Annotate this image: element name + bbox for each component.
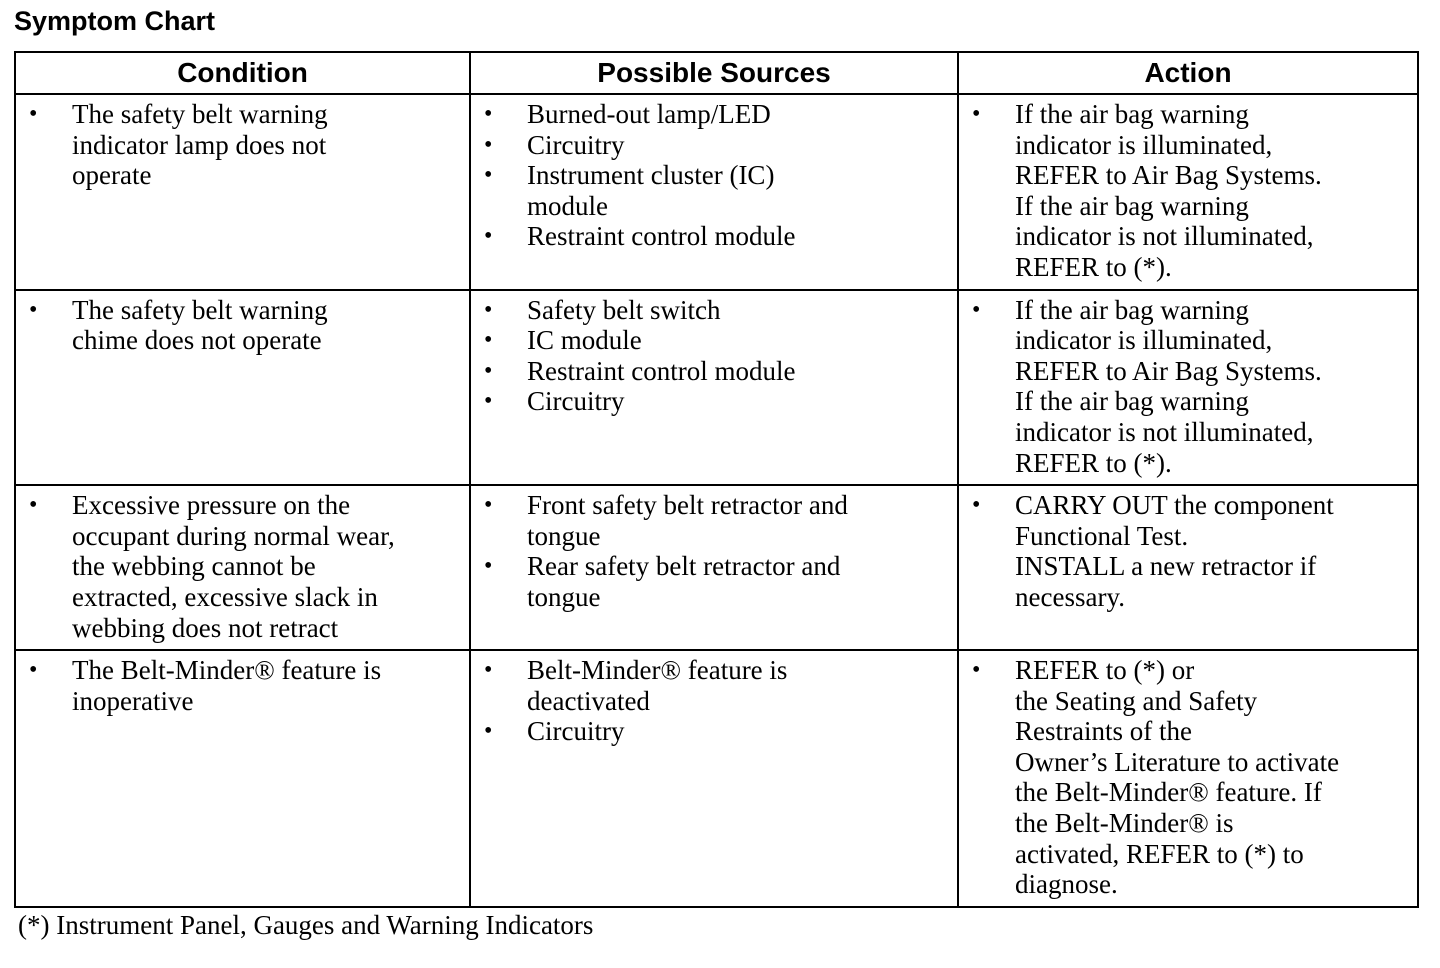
condition-item: • Excessive pressure on the occupant during normal wear, the webbing cannot be extracted, excessive slack in webbing does not retract (16, 490, 461, 643)
column-header-condition: Condition (15, 52, 470, 94)
condition-cell (15, 485, 470, 650)
symptom-chart-table (14, 51, 1419, 908)
action-cell (958, 485, 1418, 650)
condition-item: • The Belt-Minder® feature is inoperative (16, 655, 461, 716)
action-cell (958, 94, 1418, 290)
page-title: Symptom Chart (14, 6, 216, 36)
source-item: • Safety belt switch (471, 295, 949, 326)
action-cell (958, 290, 1418, 486)
action-cell (958, 650, 1418, 907)
sources-cell (470, 290, 958, 486)
table-header-row (15, 52, 1418, 94)
sources-cell (470, 485, 958, 650)
action-item: • REFER to (*) or the Seating and Safety Restraints of the Owner’s Literature to activate the Belt-Minder® feature. If the Belt-Minder® is activated, REFER to (*) to diagnose. (959, 655, 1409, 900)
source-item: • Circuitry (471, 386, 949, 417)
condition-cell (15, 94, 470, 290)
source-item: • Circuitry (471, 130, 949, 161)
source-item: • Front safety belt retractor and tongue (471, 490, 949, 551)
condition-item: • The safety belt warning indicator lamp does not operate (16, 99, 461, 191)
source-item: • IC module (471, 325, 949, 356)
table-row (15, 485, 1418, 650)
source-item: • Instrument cluster (IC) module (471, 160, 949, 221)
source-item: • Rear safety belt retractor and tongue (471, 551, 949, 612)
column-header-action: Action (958, 52, 1418, 94)
source-item: • Belt-Minder® feature is deactivated (471, 655, 949, 716)
source-item: • Restraint control module (471, 356, 949, 387)
condition-item: • The safety belt warning chime does not operate (16, 295, 461, 356)
action-item: • CARRY OUT the component Functional Test. INSTALL a new retractor if necessary. (959, 490, 1409, 612)
action-item: • If the air bag warning indicator is illuminated, REFER to Air Bag Systems. If the air bag warning indicator is not illuminated, REFER to (*). (959, 99, 1409, 283)
source-item: • Circuitry (471, 716, 949, 747)
source-item: • Burned-out lamp/LED (471, 99, 949, 130)
table-row (15, 290, 1418, 486)
condition-cell (15, 290, 470, 486)
condition-cell (15, 650, 470, 907)
sources-cell (470, 650, 958, 907)
table-row (15, 94, 1418, 290)
action-item: • If the air bag warning indicator is illuminated, REFER to Air Bag Systems. If the air bag warning indicator is not illuminated, REFER to (*). (959, 295, 1409, 479)
sources-cell (470, 94, 958, 290)
footnote: (*) Instrument Panel, Gauges and Warning Indicators (18, 910, 594, 940)
table-row (15, 650, 1418, 907)
column-header-possible-sources: Possible Sources (470, 52, 958, 94)
source-item: • Restraint control module (471, 221, 949, 252)
